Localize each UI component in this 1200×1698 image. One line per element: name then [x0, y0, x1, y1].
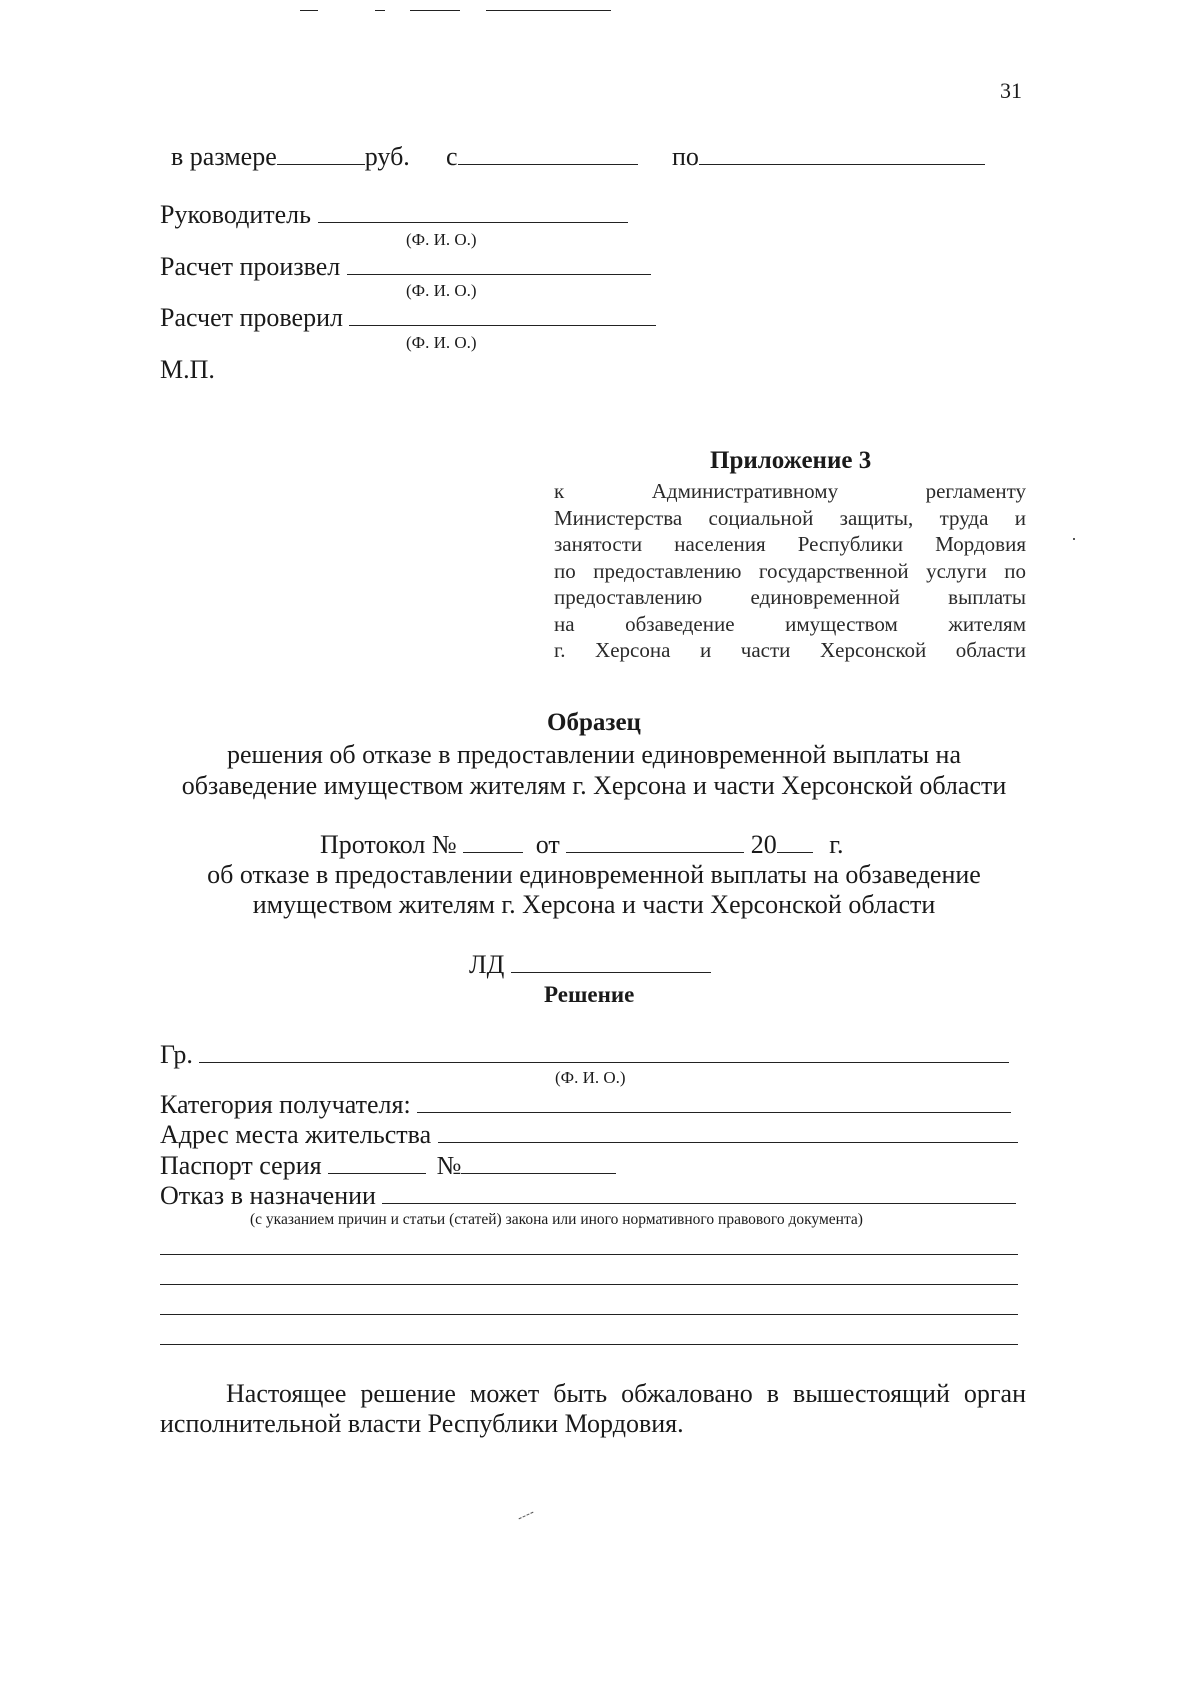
passport-number-sign: № — [436, 1151, 462, 1180]
closing-line2: исполнительной власти Республики Мордовия. — [160, 1409, 684, 1438]
signature-caption: (Ф. И. О.) — [406, 281, 477, 300]
passport-series-field — [328, 1151, 426, 1174]
appendix-line: г. Херсона и части Херсонской области — [554, 638, 1026, 662]
from-label: с — [446, 142, 458, 171]
address-label: Адрес места жительства — [160, 1120, 432, 1149]
passport-line — [160, 1151, 616, 1181]
protocol-number-field — [463, 830, 523, 853]
ld-label: ЛД — [469, 950, 505, 979]
protocol-date-field — [566, 830, 744, 853]
passport-label: Паспорт серия — [160, 1151, 322, 1180]
appendix-line: занятости населения Республики Мордовия — [554, 532, 1026, 556]
protocol-label: Протокол — [320, 830, 426, 859]
passport-number-field — [461, 1151, 616, 1174]
protocol-from-label: от — [535, 830, 560, 859]
citizen-label: Гр. — [160, 1040, 193, 1069]
stamp-label: М.П. — [160, 355, 215, 384]
signature-manager — [160, 200, 628, 230]
citizen-caption: (Ф. И. О.) — [555, 1068, 626, 1087]
page-number: 31 — [1000, 78, 1022, 103]
signature-caption: (Ф. И. О.) — [406, 230, 477, 249]
to-label: по — [672, 142, 699, 171]
decision-title: Решение — [544, 982, 635, 1007]
refusal-blank-line — [160, 1284, 1018, 1285]
citizen-field — [199, 1040, 1009, 1063]
signature-label: Руководитель — [160, 200, 311, 229]
refusal-blank-line — [160, 1254, 1018, 1255]
refusal-caption: (с указанием причин и статьи (статей) закона или иного нормативного правового документа) — [250, 1211, 863, 1228]
protocol-number-sign: № — [431, 830, 457, 859]
payment-to-line — [672, 142, 985, 172]
refusal-blank-line — [160, 1344, 1018, 1345]
appendix-line: предоставлению единовременной выплаты — [554, 585, 1026, 609]
scan-speck — [1073, 538, 1075, 540]
refusal-blank-line — [160, 1314, 1018, 1315]
to-date-field — [699, 142, 985, 165]
ld-field — [511, 950, 711, 973]
appendix-line: на обзаведение имуществом жителям — [554, 611, 1026, 636]
address-line — [160, 1120, 1018, 1150]
category-field — [417, 1090, 1011, 1113]
signature-field — [349, 303, 656, 326]
protocol-line — [320, 830, 843, 860]
signature-label: Расчет проверил — [160, 303, 343, 332]
sample-title: Образец — [547, 709, 641, 736]
refusal-line — [160, 1181, 1016, 1211]
sample-subtitle-line1: решения об отказе в предоставлении единовременной выплаты на — [226, 740, 962, 769]
protocol-year-suffix: г. — [829, 830, 844, 859]
signature-field — [347, 252, 651, 275]
appendix-line: по предоставлению государственной услуги по — [554, 558, 1026, 583]
currency-label: руб. — [364, 142, 410, 171]
payment-amount-line — [171, 142, 410, 172]
appendix-text — [554, 478, 1026, 664]
scan-speck — [519, 1512, 534, 1520]
protocol-line3: имуществом жителям г. Херсона и части Херсонской области — [252, 890, 936, 919]
refusal-label: Отказ в назначении — [160, 1181, 376, 1210]
appendix-line: к Административному регламенту — [554, 479, 1026, 503]
amount-label: в размере — [171, 142, 277, 171]
signature-calculated-by — [160, 252, 651, 282]
ld-line — [469, 950, 711, 980]
signature-field — [318, 200, 628, 223]
sample-subtitle-line2: обзаведение имуществом жителям г. Херсона и части Херсонской области — [181, 771, 1007, 800]
closing-line1: Настоящее решение может быть обжаловано в вышестоящий орган — [226, 1379, 1026, 1408]
signature-caption: (Ф. И. О.) — [406, 333, 477, 352]
category-label: Категория получателя: — [160, 1090, 411, 1119]
address-field — [438, 1120, 1018, 1143]
protocol-year-field — [777, 830, 813, 853]
protocol-line2: об отказе в предоставлении единовременной выплаты на обзаведение — [207, 860, 981, 889]
amount-field — [277, 142, 365, 165]
appendix-title: Приложение 3 — [710, 447, 872, 474]
citizen-line — [160, 1040, 1009, 1070]
category-line — [160, 1090, 1011, 1120]
signature-label: Расчет произвел — [160, 252, 341, 281]
payment-from-line — [446, 142, 638, 172]
appendix-line: Министерства социальной защиты, труда и — [554, 505, 1026, 530]
from-date-field — [458, 142, 638, 165]
refusal-field — [382, 1181, 1016, 1204]
signature-checked-by — [160, 303, 656, 333]
protocol-year-prefix: 20 — [750, 830, 777, 859]
